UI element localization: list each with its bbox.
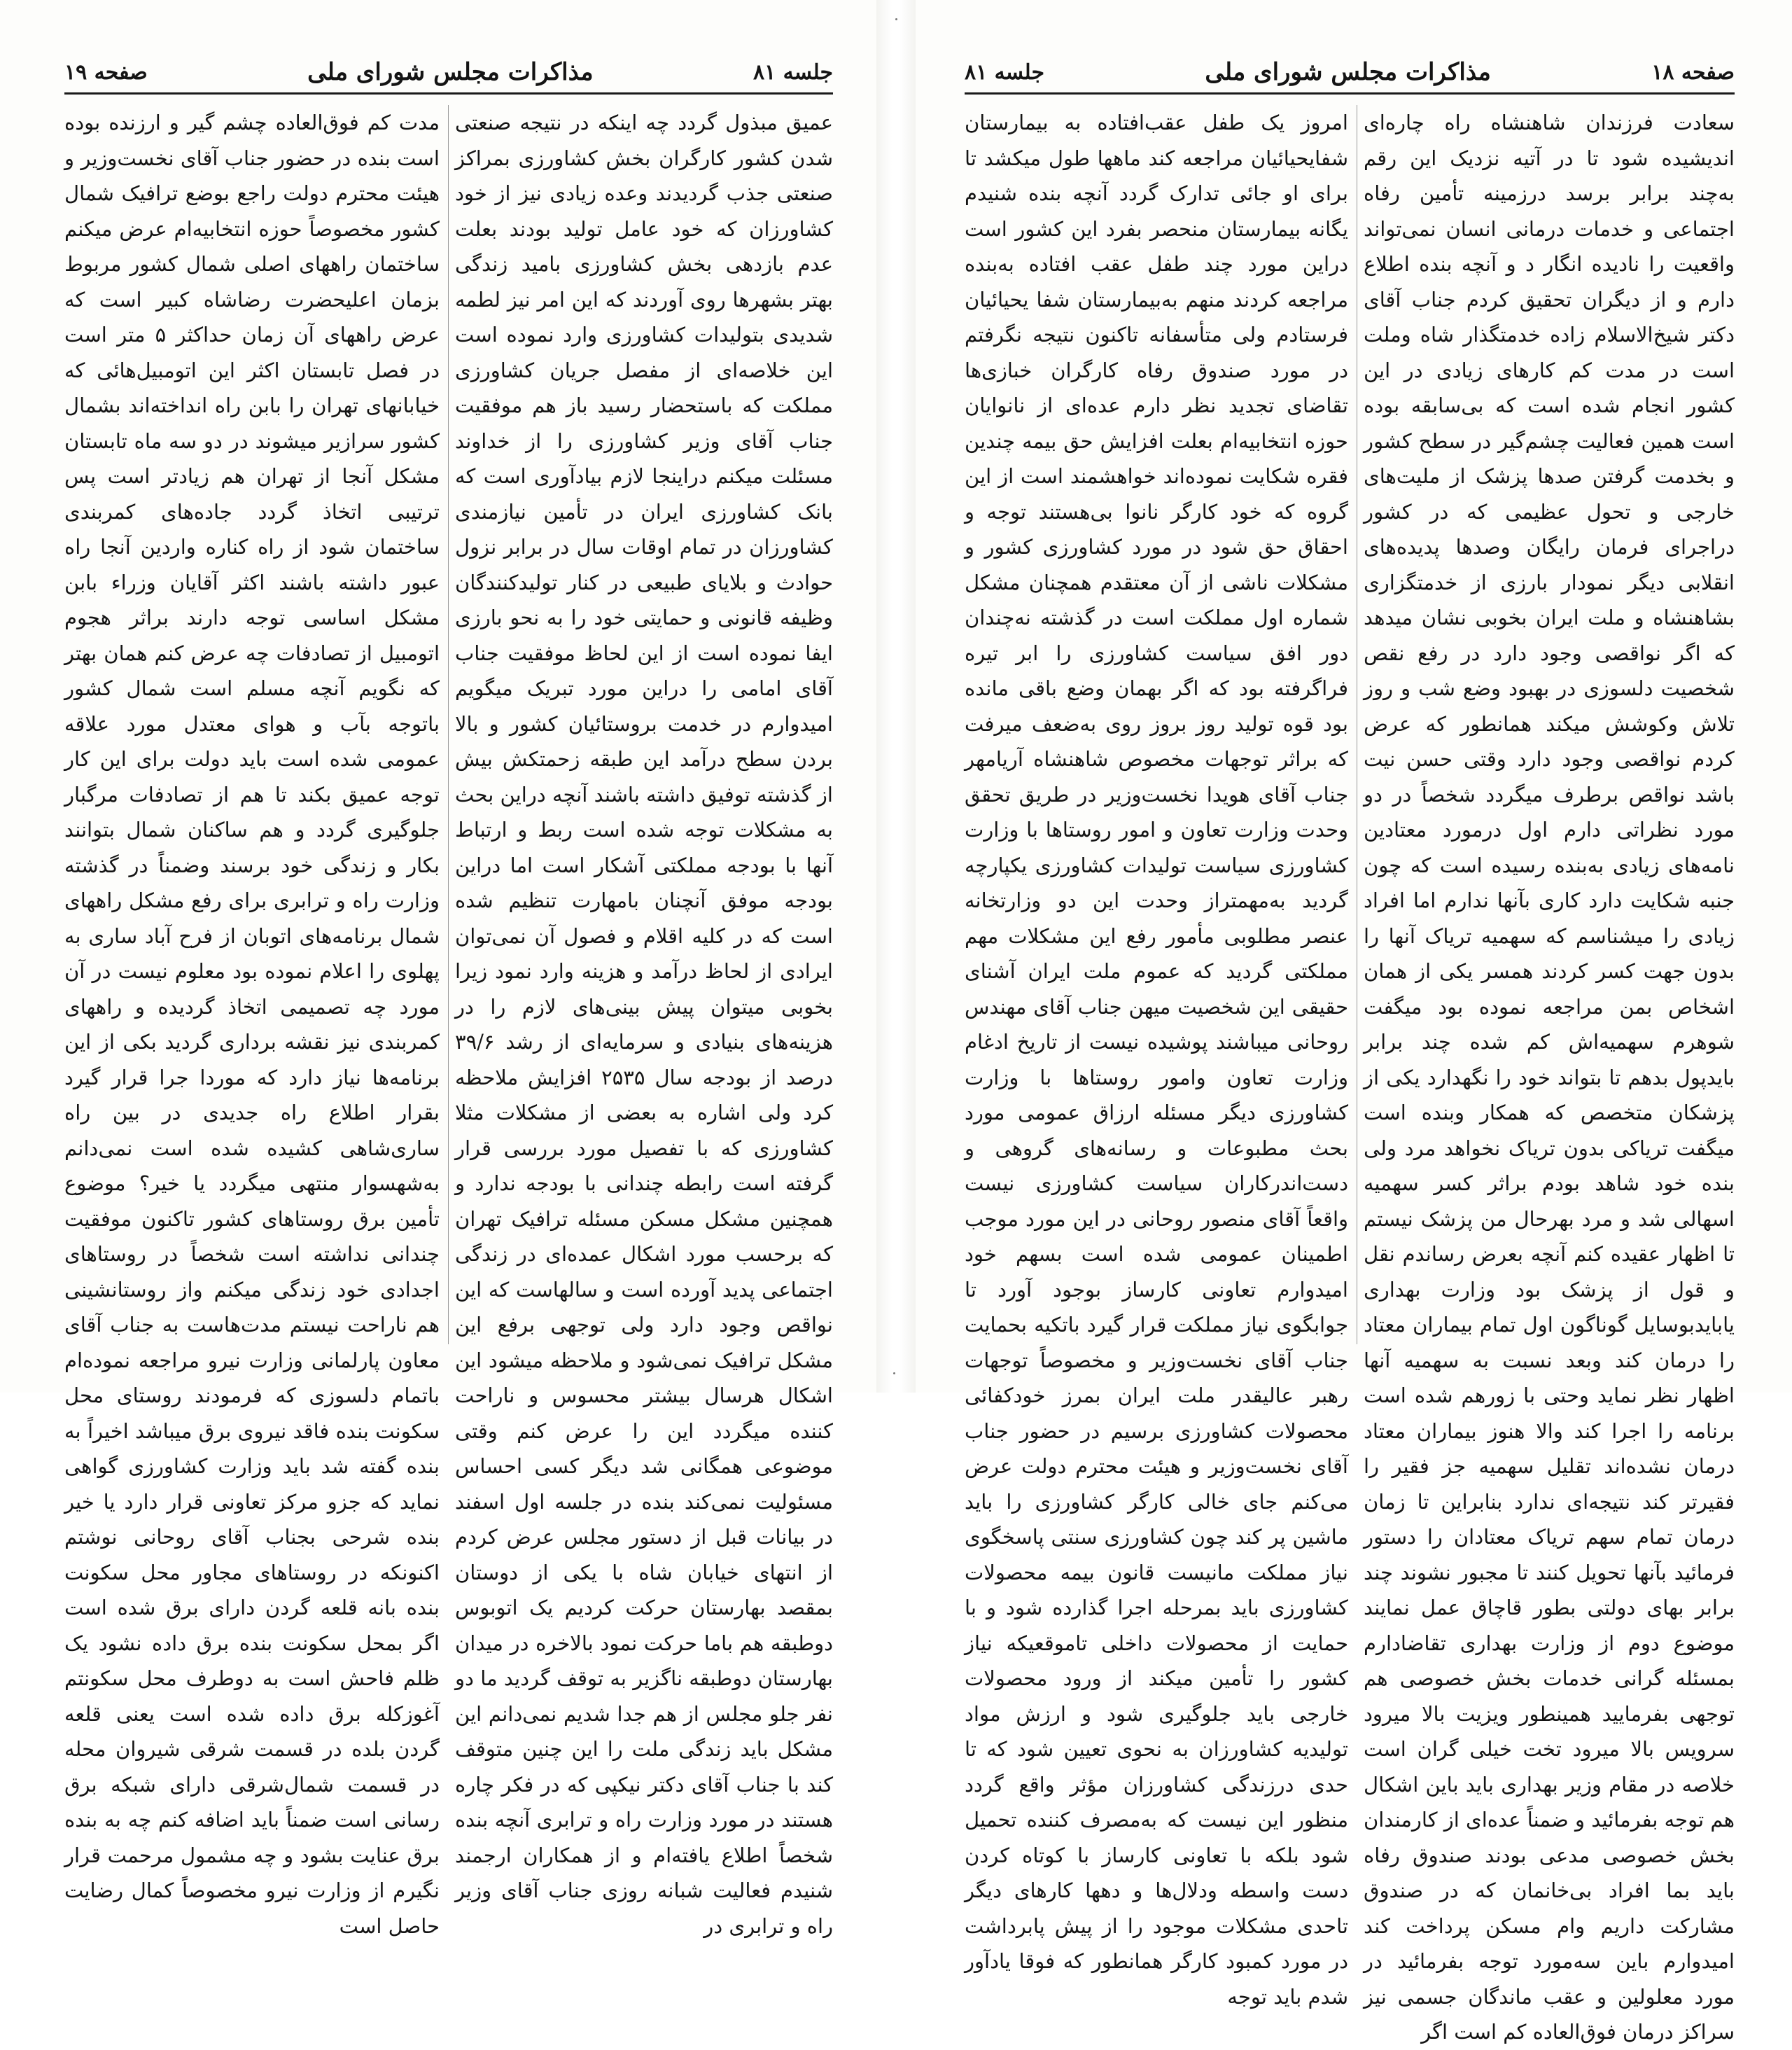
paragraph: مدت کم فوق‌العاده چشم گیر و ارزنده بوده است بنده در حضور جناب آقای نخست‌وزیر و هیئت محترم دولت راجع بوضع ترافیک شمال کشور مخصوصاً حوزه انتخابیه‌ام عرض میکنم ساختمان راههای اصلی شمال کشور مربوط بزمان اعلیحضرت رضاشاه کبیر است که عرض راههای آن زمان حداکثر ۵ متر است در فصل تابستان اکثر این اتومبیل‌هائی که خیابانهای تهران را بابن راه انداخته‌اند بشمال کشور سرازیر میشوند در دو سه ماه تابستان مشکل آنجا از تهران هم زیادتر است پس ترتیبی اتخاذ گردد جاده‌های کمربندی ساختمان شود از راه کناره واردین آنجا راه عبور داشته باشند اکثر آقایان وزراء بابن مشکل اساسی توجه دارند براثر هجوم اتومبیل از تصادفات چه عرض کنم همان بهتر که نگویم آنچه مسلم است شمال کشور باتوجه بآب و هوای معتدل مورد علاقه عمومی شده است باید دولت برای این کار توجه عمیق بکند تا هم از تصادفات مرگبار جلوگیری گردد و هم ساکنان شمال بتوانند بکار و زندگی خود برسند وضمناً در گذشته وزارت راه و ترابری برای رفع مشکل راههای شمال برنامه‌های اتوبان از فرح آباد ساری به پهلوی را اعلام نموده بود معلوم نیست در آن مورد چه تصمیمی اتخاذ گردیده و راههای کمربندی نیز نقشه برداری گردید بکی از این برنامه‌ها نیاز دارد که موردا جرا قرار گیرد بقرار اطلاع راه جدیدی در بین راه ساری‌شاهی کشیده شده است نمی‌دانم به‌شهسوار منتهی میگردد یا خیر؟ موضوع تأمین برق روستاهای کشور تاکنون موفقیت چندانی نداشته است شخصاً در روستاهای اجدادی خود زندگی میکنم واز روستانشینی هم ناراحت نیستم مدت‌هاست به جناب آقای معاون پارلمانی وزارت نیرو مراجعه نموده‌ام باتمام دلسوزی که فرمودند روستای محل سکونت بنده فاقد نیروی برق میباشد اخیراً به بنده گفته شد باید وزارت کشاورزی گواهی نماید که جزو مرکز تعاونی قرار دارد یا خیر بنده شرحی بجناب آقای روحانی نوشتم اکنونکه در روستاهای مجاور محل سکونت بنده بانه قلعه گردن دارای برق شده است اگر بمحل سکونت بنده برق داده نشود یک ظلم فاحش است به دوطرف محل سکونتم آغوزکله برق داده شده است یعنی قلعه گردن بلده در قسمت شرقی شیروان محله در قسمت شمال‌شرقی دارای شبکه برق رسانی است ضمناً باید اضافه کنم چه به بنده برق عنایت بشود و چه مشمول مرحمت قرار نگیرم از وزارت نیرو مخصوصاً کمال رضایت حاصل است <box>64 111 440 1938</box>
session-number: جلسه ۸۱ <box>965 60 1045 85</box>
book-gutter <box>876 0 916 1393</box>
session-number: جلسه ۸۱ <box>752 60 833 85</box>
text-column-right <box>455 105 833 1938</box>
text-column-left <box>64 105 440 1938</box>
scan-speck <box>895 18 897 20</box>
left-page <box>0 0 876 1938</box>
scan-speck <box>893 1372 895 1374</box>
page-number: صفحه ۱۹ <box>64 60 148 85</box>
left-page-header <box>64 55 833 90</box>
paragraph: امروز یک طفل عقب‌افتاده به بیمارستان شفایحیائیان مراجعه کند ماهها طول میکشد تا برای او جائی تدارک گردد آنچه بنده شنیدم یگانه بیمارستان منحصر بفرد این کشور است دراین مورد چند طفل عقب افتاده به‌بنده مراجعه کردند منهم به‌بیمارستان شفا یحیائیان فرستادم ولی متأسفانه تاکنون نتیجه نگرفتم در مورد صندوق رفاه کارگران خبازی‌ها تقاضای تجدید نظر دارم عده‌ای از نانوایان حوزه انتخابیه‌ام بعلت افزایش حق بیمه چندین فقره شکایت نموده‌اند خواهشمند است از این گروه که خود کارگر نانوا بی‌هستند توجه و احقاق حق شود در مورد کشاورزی کشور و مشکلات ناشی از آن معتقدم همچنان مشکل شماره اول مملکت است در گذشته نه‌چندان دور افق سیاست کشاورزی را ابر تیره فراگرفته بود که اگر بهمان وضع باقی مانده بود قوه تولید روز بروز روی به‌ضعف میرفت که براثر توجهات مخصوص شاهنشاه آریامهر جناب آقای هویدا نخست‌وزیر در طریق تحقق وحدت وزارت تعاون و امور روستاها با وزارت کشاورزی سیاست تولیدات کشاورزی یکپارچه گردید به‌مهمتراز وحدت این دو وزارتخانه عنصر مطلوبی مأمور رفع این مشکلات مهم مملکتی گردید که عموم ملت ایران آشنای حقیقی این شخصیت میهن جناب آقای مهندس روحانی میباشند پوشیده نیست از تاریخ ادغام وزارت تعاون وامور روستاها با وزارت کشاورزی دیگر مسئله ارزاق عمومی مورد بحث مطبوعات و رسانه‌های گروهی و دست‌اندرکاران سیاست کشاورزی نیست واقعاً آقای منصور روحانی در این مورد موجب اطمینان عمومی شده است بسهم خود امیدوارم تعاونی کارساز بوجود آورد تا جوابگوی نیاز مملکت قرار گیرد باتکیه بحمایت جناب آقای نخست‌وزیر و مخصوصاً توجهات رهبر عالیقدر ملت ایران بمرز خودکفائی محصولات کشاورزی برسیم در حضور جناب آقای نخست‌وزیر و هیئت محترم دولت عرض می‌کنم جای خالی کارگر کشاورزی را باید ماشین پر کند چون کشاورزی سنتی پاسخگوی نیاز مملکت مانیست قانون بیمه محصولات کشاورزی باید بمرحله اجرا گذارده شود و با حمایت از محصولات داخلی تاموقعیکه نیاز کشور را تأمین میکند از ورود محصولات خارجی باید جلوگیری شود و ارزش مواد تولیدیه کشاورزان به نحوی تعیین شود که تا حدی درزندگی کشاورزان مؤثر واقع گردد منظور این نیست که به‌مصرف کننده تحمیل شود بلکه با تعاونی کارساز با کوتاه کردن دست واسطه ودلال‌ها و دهها کارهای دیگر تاحدی مشکلات موجود را از پیش پابرداشت در مورد کمبود کارگر همانطور که فوقا یادآور شدم باید توجه <box>965 111 1348 2009</box>
text-column-left <box>965 105 1348 2009</box>
header-rule <box>64 92 833 95</box>
text-column-right <box>1364 105 1735 2044</box>
column-divider <box>448 105 449 1344</box>
page-number: صفحه ۱۸ <box>1651 60 1735 85</box>
running-title: مذاکرات مجلس شورای ملی <box>307 58 594 86</box>
running-title: مذاکرات مجلس شورای ملی <box>1205 58 1491 86</box>
right-page <box>916 0 1792 2044</box>
paragraph: سعادت فرزندان شاهنشاه راه چاره‌ای اندیشیده شود تا در آتیه نزدیک این رقم به‌چند برابر برسد درزمینه تأمین رفاه اجتماعی و خدمات درمانی انسان نمی‌تواند واقعیت را نادیده انگار د و آنچه بنده اطلاع دارم و از دیگران تحقیق کردم جناب آقای دکتر شیخ‌الاسلام زاده خدمتگذار شاه وملت است در مدت کم کارهای زیادی در این کشور انجام شده است که بی‌سابقه بوده است همین فعالیت چشم‌گیر در سطح کشور و بخدمت گرفتن صدها پزشک از ملیت‌های خارجی و تحول عظیمی که در کشور دراجرای فرمان رایگان وصدها پدیده‌های انقلابی دیگر نمودار بارزی از خدمتگزاری بشاهنشاه و ملت ایران بخوبی نشان میدهد که اگر نواقصی وجود دارد در رفع نقص شخصیت دلسوزی در بهبود وضع شب و روز تلاش وکوشش میکند همانطور که عرض کردم نواقصی وجود دارد وقتی حسن نیت باشد نواقص برطرف میگردد شخصاً در دو مورد نظراتی دارم اول درمورد معتادین نامه‌های زیادی به‌بنده رسیده است که چون جنبه شکایت دارد کاری بآنها ندارم اما افراد زیادی را میشناسم که سهمیه تریاک آنها را بدون جهت کسر کردند همسر یکی از همان اشخاص بمن مراجعه نموده بود میگفت شوهرم سهمیه‌اش کم شده چند برابر بایدپول بدهم تا بتواند خود را نگهدارد یکی از پزشکان متخصص که همکار وبنده است میگفت تریاکی بدون تریاک نخواهد مرد ولی بنده خود شاهد بودم براثر کسر سهمیه اسهالی شد و مرد بهرحال من پزشک نیستم تا اظهار عقیده کنم آنچه بعرض رساندم نقل و قول از پزشک بود وزارت بهداری یابایدبوسایل گوناگون اول تمام بیماران معتاد را درمان کند وبعد نسبت به سهمیه آنها اظهار نظر نماید وحتی با زورهم شده است برنامه را اجرا کند والا هنوز بیماران معتاد درمان نشده‌اند تقلیل سهمیه جز فقیر را فقیرتر کند نتیجه‌ای ندارد بنابراین تا زمان درمان تمام سهم تریاک معتادان را دستور فرمائید بآنها تحویل کنند تا مجبور نشوند چند برابر بهای دولتی بطور قاچاق عمل نمایند موضوع دوم از وزارت بهداری تقاضادارم بمسئله گرانی خدمات بخش خصوصی هم توجهی بفرمایید همینطور ویزیت بالا میرود سرویس بالا میرود تخت خیلی گران است خلاصه در مقام وزیر بهداری باید باین اشکال هم توجه بفرمائید و ضمناً عده‌ای از کارمندان بخش خصوصی مدعی بودند صندوق رفاه باید بما افراد بی‌خانمان که در صندوق مشارکت داریم وام مسکن پرداخت کند امیدوارم باین سه‌مورد توجه بفرمائید در مورد معلولین و عقب ماندگان جسمی نیز سراکز درمان فوق‌العاده کم است اگر <box>1364 111 1735 2044</box>
header-rule <box>965 92 1735 95</box>
paragraph: عمیق مبذول گردد چه اینکه در نتیجه صنعتی شدن کشور کارگران بخش کشاورزی بمراکز صنعتی جذب گردیدند وعده زیادی نیز از خود کشاورزان که خود عامل تولید بودند بعلت عدم بازدهی بخش کشاورزی بامید زندگی بهتر بشهرها روی آوردند که این امر نیز لطمه شدیدی بتولیدات کشاورزی وارد نموده است این خلاصه‌ای از مفصل جریان کشاورزی مملکت که باستحضار رسید باز هم موفقیت جناب آقای وزیر کشاورزی را از خداوند مسئلت میکنم دراینجا لازم بیادآوری است که بانک کشاورزی ایران در تأمین نیازمندی کشاورزان در تمام اوقات سال در برابر نزول حوادث و بلایای طبیعی در کنار تولیدکنندگان وظیفه قانونی و حمایتی خود را به نحو بارزی ایفا نموده است از این لحاظ موفقیت جناب آقای امامی را دراین مورد تبریک میگویم امیدوارم در خدمت بروستائیان کشور و بالا بردن سطح درآمد این طبقه زحمتکش بیش از گذشته توفیق داشته باشند آنچه دراین بحث به مشکلات توجه شده است ربط و ارتباط آنها با بودجه مملکتی آشکار است اما دراین بودجه موفق آنچنان بامهارت تنظیم شده است که در کلیه اقلام و فصول آن نمی‌توان ایرادی از لحاظ درآمد و هزینه وارد نمود زیرا بخوبی میتوان پیش بینی‌های لازم را در هزینه‌های بنیادی و سرمایه‌ای از رشد ۳۹/۶ درصد از بودجه سال ۲۵۳۵ افزایش ملاحظه کرد ولی اشاره به بعضی از مشکلات مثلا کشاورزی که با تفصیل مورد بررسی قرار گرفته است رابطه چندانی با بودجه ندارد و همچنین مشکل مسکن مسئله ترافیک تهران که برحسب مورد اشکال عمده‌ای در زندگی اجتماعی پدید آورده است و سالهاست که این نواقص وجود دارد ولی توجهی برفع این مشکل ترافیک نمی‌شود و ملاحظه میشود این اشکال هرسال بیشتر محسوس و ناراحت کننده میگردد این را عرض کنم وقتی موضوعی همگانی شد دیگر کسی احساس مسئولیت نمی‌کند بنده در جلسه اول اسفند در بیانات قبل از دستور مجلس عرض کردم از انتهای خیابان شاه با یکی از دوستان بمقصد بهارستان حرکت کردیم یک اتوبوس دوطبقه هم باما حرکت نمود بالاخره در میدان بهارستان دوطبقه ناگزیر به توقف گردید ما دو نفر جلو مجلس از هم جدا شدیم نمی‌دانم این مشکل باید زندگی ملت را این چنین متوقف کند با جناب آقای دکتر نیکپی که در فکر چاره هستند در مورد وزارت راه و ترابری آنچه بنده شخصاً اطلاع یافته‌ام و از همکاران ارجمند شنیدم فعالیت شبانه روزی جناب آقای وزیر راه و ترابری در <box>455 111 833 1938</box>
right-page-header <box>965 55 1735 90</box>
